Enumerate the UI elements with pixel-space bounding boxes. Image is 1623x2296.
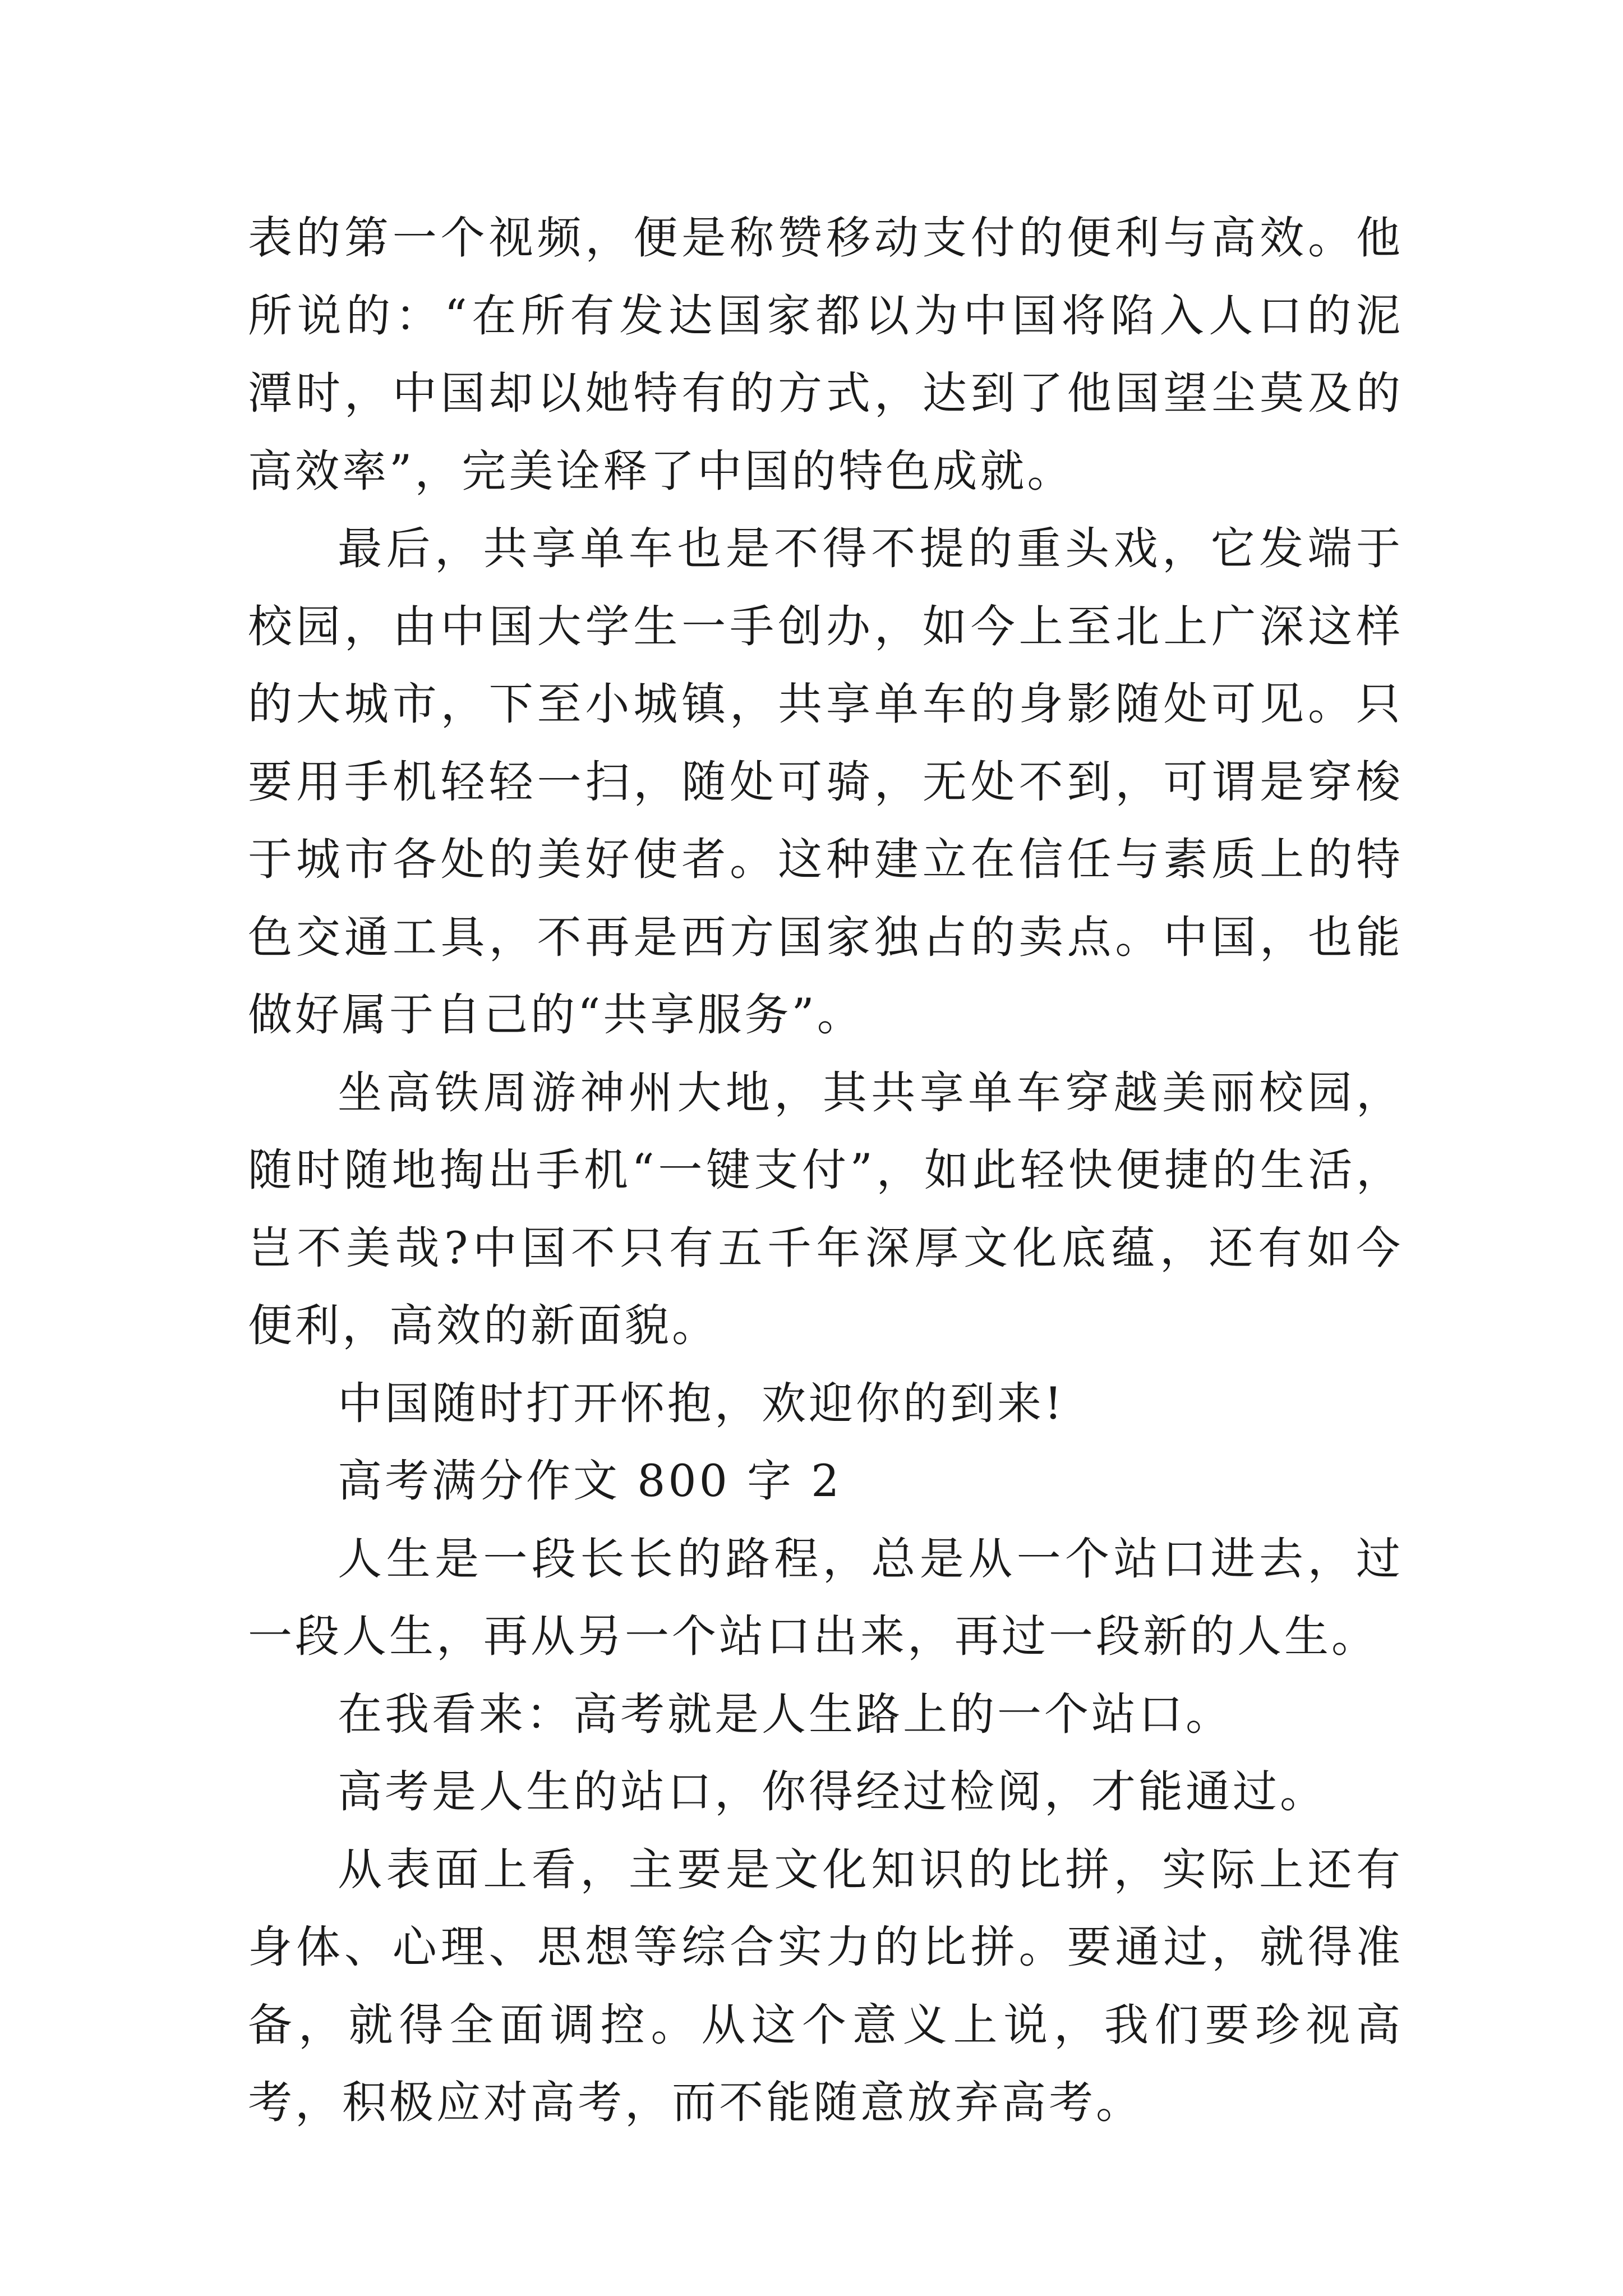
document-body <box>248 199 1403 2142</box>
paragraph-1: 表的第一个视频，便是称赞移动支付的便利与高效。他所说的：“在所有发达国家都以为中国将陷入人口的泥潭时，中国却以她特有的方式，达到了他国望尘莫及的高效率”，完美诠释了中国的特色成就。 <box>248 212 1403 497</box>
paragraph-6: 在我看来：高考就是人生路上的一个站口。 <box>338 1688 1233 1740</box>
paragraph-8: 从表面上看，主要是文化知识的比拼，实际上还有身体、心理、思想等综合实力的比拼。要通过，就得准备，就得全面调控。从这个意义上说，我们要珍视高考，积极应对高考，而不能随意放弃高考。 <box>248 1843 1403 2128</box>
paragraph-3: 坐高铁周游神州大地，其共享单车穿越美丽校园，随时随地掏出手机“一键支付”，如此轻快便捷的生活，岂不美哉?中国不只有五千年深厚文化底蕴，还有如今便利，高效的新面貌。 <box>248 1066 1403 1351</box>
paragraph-4: 中国随时打开怀抱，欢迎你的到来! <box>338 1377 1065 1429</box>
paragraph-7: 高考是人生的站口，你得经过检阅，才能通过。 <box>338 1766 1327 1818</box>
section-heading: 高考满分作文 800 字 2 <box>338 1455 842 1507</box>
paragraph-5: 人生是一段长长的路程，总是从一个站口进去，过一段人生，再从另一个站口出来，再过一段新的人生。 <box>248 1533 1403 1662</box>
paragraph-2: 最后，共享单车也是不得不提的重头戏，它发端于校园，由中国大学生一手创办，如今上至北上广深这样的大城市，下至小城镇，共享单车的身影随处可见。只要用手机轻轻一扫，随处可骑，无处不到，可谓是穿梭于城市各处的美好使者。这种建立在信任与素质上的特色交通工具，不再是西方国家独占的卖点。中国，也能做好属于自己的“共享服务”。 <box>248 523 1403 1041</box>
